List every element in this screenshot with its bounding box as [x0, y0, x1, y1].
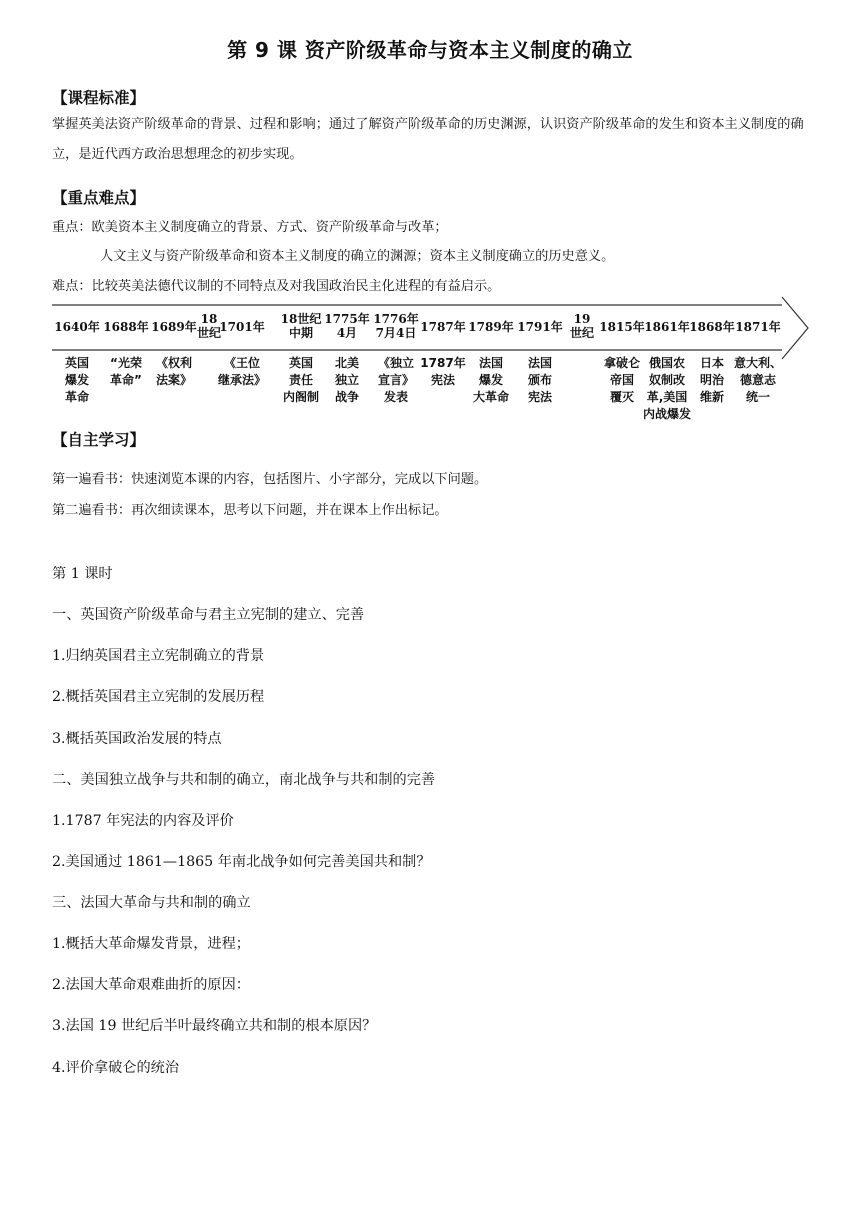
timeline-event: 英国 爆发 革命 [64, 356, 90, 404]
timeline-event: 日本 明治 维新 [699, 356, 725, 404]
second-read-line: 第二遍看书：再次细读课本，思考以下问题，并在课本上作出标记。 [52, 503, 448, 518]
lesson-line: 2.概括英国君主立宪制的发展历程 [52, 689, 265, 705]
lesson-line: 1.概括大革命爆发背景，进程； [52, 936, 250, 952]
timeline-year: 1789年 [468, 320, 514, 334]
timeline-year: 1776年 7月4日 [373, 312, 419, 340]
timeline-year: 1787年 [420, 320, 466, 334]
page-title: 第 9 课 资产阶级革命与资本主义制度的确立 [227, 38, 633, 62]
timeline-year: 1868年 [689, 320, 735, 334]
difficulty-line: 难点：比较英美法德代议制的不同特点及对我国政治民主化进程的有益启示。 [52, 279, 501, 294]
timeline-year: 1688年 [103, 320, 149, 334]
timeline-event: 拿破仑 帝国 覆灭 [603, 356, 641, 404]
timeline-event: 法国 爆发 大革命 [472, 356, 510, 404]
timeline-event: 俄国农 奴制改 革,美国 内战爆发 [642, 356, 692, 421]
timeline-event: 北美 独立 战争 [334, 356, 360, 404]
focus-line-2: 人文主义与资产阶级革命和资本主义制度的确立的渊源；资本主义制度确立的历史意义。 [100, 249, 615, 264]
lesson-line: 1.归纳英国君主立宪制确立的背景 [52, 648, 265, 664]
key-points-heading: 【重点难点】 [52, 189, 146, 207]
timeline-event: 1787年 宪法 [420, 356, 466, 387]
timeline-year: 1701年 [219, 320, 265, 334]
timeline-event: 法国 颁布 宪法 [527, 356, 553, 404]
course-standard-text: 掌握英美法资产阶级革命的背景、过程和影响；通过了解资产阶级革命的历史渊源，认识资产阶级革命的发生和资本主义制度的确立，是近代西方政治思想理念的初步实现。 [52, 117, 804, 162]
timeline-event: “光荣 革命” [110, 356, 142, 387]
timeline-year: 1689年 [151, 320, 197, 334]
course-standard-heading: 【课程标准】 [52, 89, 146, 107]
timeline-year: 1815年 [599, 320, 645, 334]
self-study-heading: 【自主学习】 [52, 431, 146, 449]
lesson-line: 一、英国资产阶级革命与君主立宪制的建立、完善 [52, 607, 365, 623]
lesson-line: 1.1787 年宪法的内容及评价 [52, 813, 234, 829]
timeline-year: 1871年 [735, 320, 781, 334]
first-read-line: 第一遍看书：快速浏览本课的内容，包括图片、小字部分，完成以下问题。 [52, 472, 488, 487]
timeline-year: 19 世纪 [569, 312, 595, 340]
timeline-year: 18世纪 中期 [280, 312, 322, 340]
timeline-year: 18 世纪 [196, 312, 222, 340]
timeline [50, 295, 815, 425]
timeline-event: 《王位 继承法》 [217, 356, 267, 387]
focus-line-1: 重点：欧美资本主义制度确立的背景、方式、资产阶级革命与改革； [52, 220, 448, 235]
lesson-line: 2.美国通过 1861—1865 年南北战争如何完善美国共和制？ [52, 854, 431, 870]
timeline-year: 1775年 4月 [324, 312, 370, 340]
timeline-event: 《独立 宣言》 发表 [377, 356, 415, 404]
lesson-line: 3.法国 19 世纪后半叶最终确立共和制的根本原因？ [52, 1018, 377, 1034]
timeline-event: 意大利、 德意志 统一 [733, 356, 783, 404]
timeline-year: 1791年 [517, 320, 563, 334]
lesson-line: 三、法国大革命与共和制的确立 [52, 895, 251, 911]
timeline-year: 1640年 [54, 320, 100, 334]
lesson-period: 第 1 课时 [52, 566, 113, 582]
lesson-line: 3.概括英国政治发展的特点 [52, 731, 222, 747]
timeline-event: 《权利 法案》 [155, 356, 193, 387]
timeline-year: 1861年 [644, 320, 690, 334]
lesson-line: 二、美国独立战争与共和制的确立，南北战争与共和制的完善 [52, 772, 436, 788]
lesson-line: 4.评价拿破仑的统治 [52, 1060, 180, 1076]
lesson-line: 2.法国大革命艰难曲折的原因： [52, 977, 250, 993]
timeline-event: 英国 责任 内阁制 [282, 356, 320, 404]
